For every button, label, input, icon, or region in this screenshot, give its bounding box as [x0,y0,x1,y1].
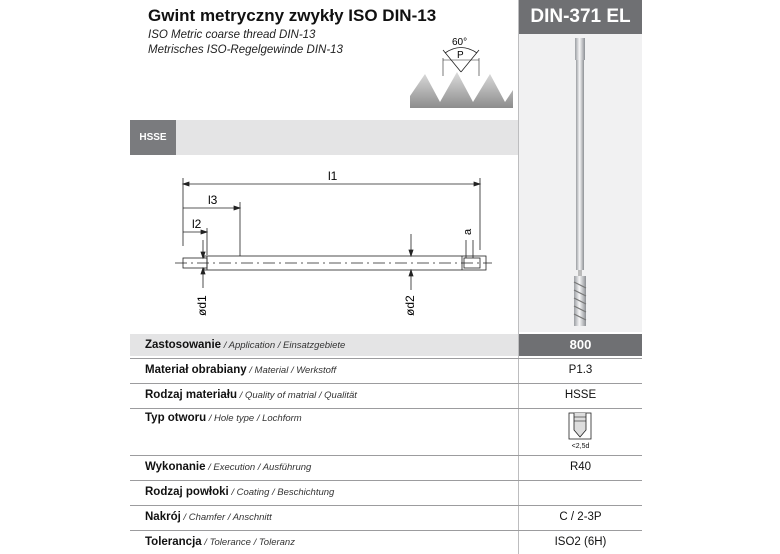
spec-label-material: Materiał obrabiany / Material / Werkstoff [145,364,337,376]
row-divider [130,408,642,409]
spec-label-application: Zastosowanie / Application / Einsatzgebiete [145,339,346,351]
spec-label-quality: Rodzaj materiału / Quality of matrial / Qualität [145,389,357,401]
spec-value-tolerance: ISO2 (6H) [554,536,607,548]
pitch-label: P [457,50,464,61]
row-divider [130,455,642,456]
thread-profile-icon [405,32,515,110]
dim-l2: l2 [192,217,202,231]
row-divider [130,480,642,481]
spec-value-material: P1.3 [568,364,593,376]
tap-tool-image [565,38,595,330]
spec-value-hole-type: <2,5d [571,443,590,450]
dim-a: a [462,228,474,235]
spec-label-hole-type: Typ otworu / Hole type / Lochform [145,412,302,424]
dim-l3: l3 [208,193,218,207]
technical-drawing [170,160,500,330]
row-divider [130,505,642,506]
spec-label-tolerance: Tolerancja / Tolerance / Toleranz [145,536,295,548]
dim-d2: ød2 [403,295,417,316]
spec-label-execution: Wykonanie / Execution / Ausführung [145,461,312,473]
blind-hole-icon [568,412,592,442]
spec-value-application: 800 [519,334,642,356]
row-divider [130,383,642,384]
spec-value-quality: HSSE [564,389,597,401]
row-divider [130,530,642,531]
page-title: Gwint metryczny zwykły ISO DIN-13 [148,6,437,25]
angle-label: 60° [452,37,468,48]
subtitle-en: ISO Metric coarse thread DIN-13 [148,29,316,41]
dim-l1: l1 [328,169,338,183]
subtitle-de: Metrisches ISO-Regelgewinde DIN-13 [148,44,343,56]
spec-label-coating: Rodzaj powłoki / Coating / Beschichtung [145,486,335,498]
row-divider [130,358,642,359]
spec-value-chamfer: C / 2-3P [559,511,602,523]
product-code: DIN-371 EL [519,0,642,34]
material-band [130,120,518,155]
material-tag: HSSE [130,120,176,155]
spec-value-execution: R40 [569,461,592,473]
spec-label-chamfer: Nakrój / Chamfer / Anschnitt [145,511,272,523]
dim-d1: ød1 [195,295,209,316]
